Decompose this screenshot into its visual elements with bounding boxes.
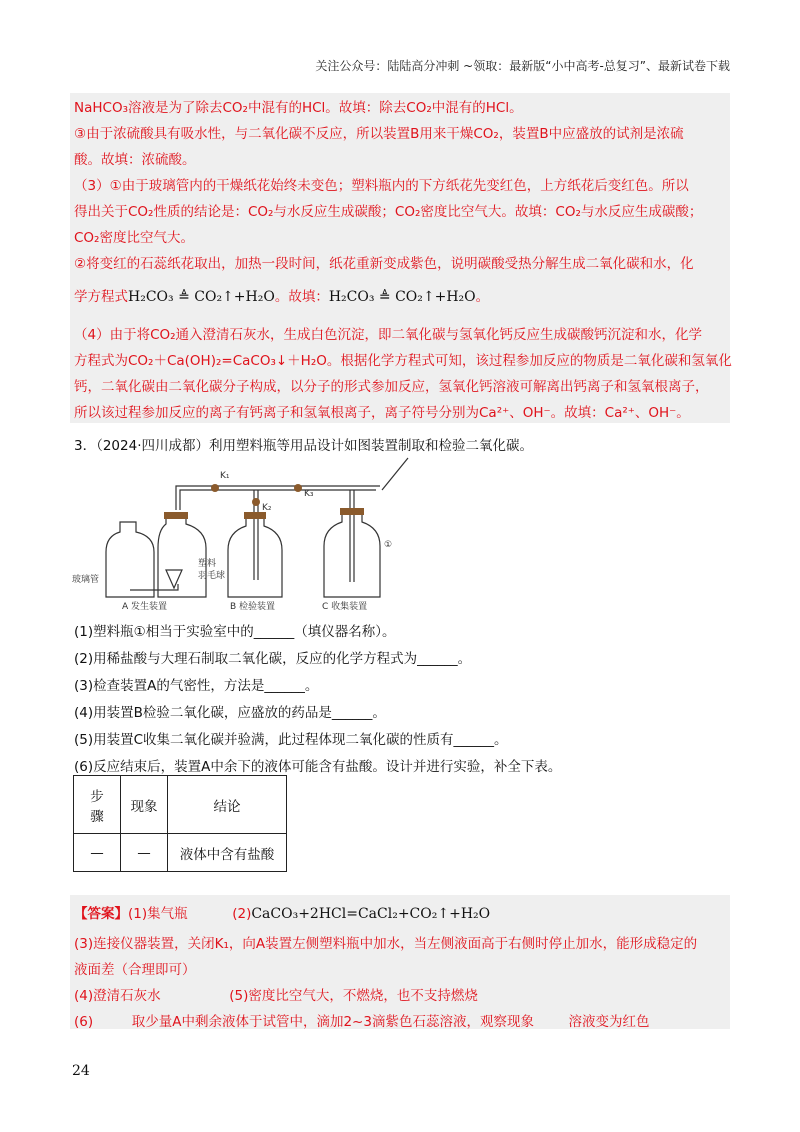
answer-line-8: [74, 284, 489, 310]
answer-4: (4)澄清石灰水: [74, 988, 161, 1004]
header-step-char2: 骤: [90, 808, 104, 825]
experiment-table: [73, 775, 287, 872]
answer-line-3: 酸。故填：浓硫酸。: [74, 152, 196, 168]
bottle-a-left: [106, 522, 154, 597]
answer-6-result: 溶液变为红色: [568, 1014, 650, 1030]
header-step: [74, 776, 121, 834]
bottle-a-right: [158, 516, 206, 597]
label-k3: K₃: [304, 489, 314, 499]
answer-1: [74, 901, 490, 927]
stopper-b: [244, 512, 266, 519]
apparatus-figure: [70, 452, 410, 612]
shuttlecock: [166, 570, 182, 588]
question-1: (1)塑料瓶①相当于实验室中的______（填仪器名称）。: [74, 624, 396, 640]
valve-k1: [211, 484, 219, 492]
chem-equation: H₂CO₃ ≜ CO₂↑+H₂O: [328, 289, 476, 305]
header-phenomenon: 现象: [121, 776, 168, 834]
answer-6-label: (6): [74, 1014, 94, 1030]
question-title: 3．（2024·四川成都）利用塑料瓶等用品设计如图装置制取和检验二氧化碳。: [74, 438, 533, 454]
answer-line-11: 钙，二氧化碳由二氧化碳分子构成，以分子的形式参加反应，氢氧化钙溶液可解离出钙离子和氢氧根离子，: [74, 379, 709, 395]
valve-k2: [252, 498, 260, 506]
page-number: 24: [72, 1063, 90, 1079]
question-5: (5)用装置C收集二氧化碳并验满，此过程体现二氧化碳的性质有______。: [74, 732, 508, 748]
header-conclusion: 结论: [168, 776, 287, 834]
answer-6-text: 取少量A中剩余液体于试管中，滴加2~3滴紫色石蕊溶液，观察现象: [131, 1014, 534, 1030]
stopper-a: [164, 512, 188, 519]
answer-3a: (3)连接仪器装置，关闭K₁，向A装置左侧塑料瓶中加水，当左侧液面高于右侧时停止加水，能形成稳定的: [74, 936, 698, 952]
answer-line-1: NaHCO₃溶液是为了除去CO₂中混有的HCl。故填：除去CO₂中混有的HCl。: [74, 100, 523, 116]
text-segment: 。: [475, 289, 490, 305]
header-step-char1: 步: [90, 788, 104, 805]
cell-phenomenon: —: [121, 834, 168, 872]
cell-step: —: [74, 834, 121, 872]
answer-tag: 【答案】: [74, 906, 128, 922]
answer-3b: 液面差（合理即可）: [74, 962, 196, 978]
bottle-c: [324, 512, 380, 597]
label-shuttlecock: 羽毛球: [198, 571, 226, 581]
answer-line-2: ③由于浓硫酸具有吸水性，与二氧化碳不反应，所以装置B用来干燥CO₂，装置B中应盛放的试剂是浓硫: [74, 126, 684, 142]
valve-k3: [294, 484, 302, 492]
text-segment: 学方程式: [74, 289, 128, 305]
answer-line-12: 所以该过程参加反应的离子有钙离子和氢氧根离子，离子符号分别为Ca²⁺、OH⁻。故填：Ca²⁺、OH⁻。: [74, 405, 690, 421]
answer-1-text: (1)集气瓶: [128, 906, 188, 922]
label-k1: K₁: [220, 471, 230, 481]
answer-2-equation: CaCO₃+2HCl=CaCl₂+CO₂↑+H₂O: [251, 906, 491, 922]
answer-line-4: （3）①由于玻璃管内的干燥纸花始终未变色；塑料瓶内的下方纸花先变红色，上方纸花后变红色。所以: [74, 178, 689, 194]
question-2: (2)用稀盐酸与大理石制取二氧化碳，反应的化学方程式为______。: [74, 651, 472, 667]
burning-stick: [382, 458, 408, 490]
answer-line-5: 得出关于CO₂性质的结论是：CO₂与水反应生成碳酸；CO₂密度比空气大。故填：CO₂与水反应生成碳酸；: [74, 204, 703, 220]
answer-2-label: (2): [232, 906, 252, 922]
chem-equation: H₂CO₃ ≜ CO₂↑+H₂O: [128, 289, 275, 305]
answer-line-9: （4）由于将CO₂通入澄清石灰水，生成白色沉淀，即二氧化碳与氢氧化钙反应生成碳酸钙沉淀和水，化学: [74, 327, 703, 343]
page-header: 关注公众号：陆陆高分冲刺 ~领取：最新版“小中高考-总复习”、最新试卷下载: [315, 59, 730, 73]
question-3: (3)检查装置A的气密性，方法是______。: [74, 678, 319, 694]
stopper-c: [340, 508, 364, 515]
question-4: (4)用装置B检验二氧化碳，应盛放的药品是______。: [74, 705, 386, 721]
label-plastic: 塑料: [198, 559, 217, 569]
cell-conclusion: 液体中含有盐酸: [168, 834, 287, 872]
text-segment: 。故填：: [274, 289, 329, 305]
answer-line-10: 方程式为CO₂＋Ca(OH)₂=CaCO₃↓＋H₂O。根据化学方程式可知，该过程参加反应的物质是二氧化碳和氢氧化: [74, 353, 732, 369]
question-6: (6)反应结束后，装置A中余下的液体可能含有盐酸。设计并进行实验，补全下表。: [74, 759, 562, 775]
answer-5: (5)密度比空气大，不燃烧，也不支持燃烧: [229, 988, 478, 1004]
label-k2: K₂: [262, 503, 272, 513]
label-b: B 检验装置: [230, 602, 276, 612]
label-circle1: ①: [384, 540, 393, 550]
label-glass-tube: 玻璃管: [72, 575, 100, 585]
label-a: A 发生装置: [122, 602, 168, 612]
answer-line-6: CO₂密度比空气大。: [74, 230, 194, 246]
answer-line-7: ②将变红的石蕊纸花取出，加热一段时间，纸花重新变成紫色，说明碳酸受热分解生成二氧化碳和水，化: [74, 256, 694, 272]
bottle-b: [228, 516, 282, 597]
answer-6: [74, 1009, 650, 1035]
answer-4-5: [74, 983, 478, 1009]
label-c: C 收集装置: [322, 602, 368, 612]
